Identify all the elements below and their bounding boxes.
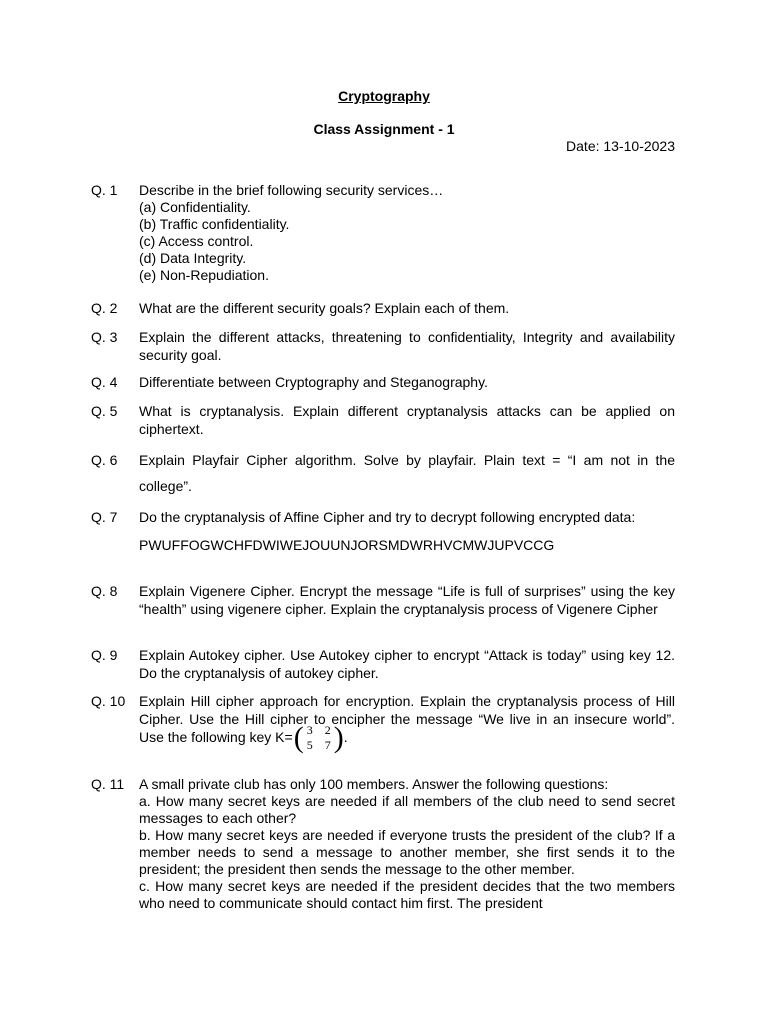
- key-matrix: [294, 723, 344, 753]
- question-text: Describe in the brief following security services…: [139, 182, 444, 198]
- question-text: A small private club has only 100 members. Answer the following questions:: [139, 776, 609, 792]
- question-5: [91, 402, 676, 438]
- matrix-cell: 5: [306, 738, 313, 753]
- question-1: [91, 182, 676, 284]
- ciphertext: PWUFFOGWCHFDWIWEJOUUNJORSMDWRHVCMWJUPVCCG: [139, 537, 555, 553]
- document-subtitle: Class Assignment - 1: [313, 121, 455, 137]
- list-item: (e) Non-Repudiation.: [139, 267, 269, 283]
- question-number: Q. 3: [91, 329, 118, 345]
- question-8: [91, 582, 676, 618]
- question-6: [91, 447, 676, 499]
- question-9: [91, 646, 676, 682]
- question-number: Q. 2: [91, 300, 118, 316]
- list-item: c. How many secret keys are needed if the president decides that the two members who need to communicate should contact him first. The president: [139, 878, 675, 911]
- question-number: Q. 4: [91, 374, 118, 390]
- left-paren-icon: (: [293, 721, 304, 755]
- question-3: [91, 328, 676, 364]
- list-item: (d) Data Integrity.: [139, 250, 247, 266]
- question-text: What is cryptanalysis. Explain different cryptanalysis attacks can be applied on ciphertext.: [139, 403, 675, 437]
- question-number: Q. 11: [91, 776, 125, 792]
- list-item: (b) Traffic confidentiality.: [139, 216, 290, 232]
- list-item: b. How many secret keys are needed if everyone trusts the president of the club? If a member needs to send a message to another member, she first sends it to the president; the president then sends the message to the other member.: [139, 827, 675, 877]
- question-number: Q. 9: [91, 647, 118, 663]
- question-10: [91, 692, 676, 755]
- question-text: Explain the different attacks, threatening to confidentiality, Integrity and availability security goal.: [139, 329, 675, 363]
- question-number: Q. 8: [91, 583, 118, 599]
- matrix-cell: 7: [324, 738, 331, 753]
- assignment-date: Date: 13-10-2023: [566, 138, 675, 154]
- question-text: Explain Vigenere Cipher. Encrypt the message “Life is full of surprises” using the key “health” using vigenere cipher. Explain the cryptanalysis process of Vigenere Cipher: [139, 583, 675, 617]
- matrix-cell: 2: [324, 723, 331, 738]
- right-paren-icon: ): [333, 721, 344, 755]
- question-text: Differentiate between Cryptography and Steganography.: [139, 374, 488, 390]
- question-number: Q. 1: [91, 182, 118, 198]
- list-item: a. How many secret keys are needed if all members of the club need to send secret messages to each other?: [139, 793, 675, 826]
- question-text: Do the cryptanalysis of Affine Cipher and try to decrypt following encrypted data:: [139, 509, 636, 525]
- list-item: (c) Access control.: [139, 233, 254, 249]
- question-number: Q. 7: [91, 509, 118, 525]
- question-4: [91, 374, 676, 391]
- question-text-end: .: [343, 729, 348, 745]
- question-number: Q. 5: [91, 403, 118, 419]
- question-number: Q. 6: [91, 452, 118, 468]
- document-title: Cryptography: [338, 88, 430, 104]
- question-text: What are the different security goals? Explain each of them.: [139, 300, 510, 316]
- question-2: [91, 300, 676, 317]
- list-item: (a) Confidentiality.: [139, 199, 251, 215]
- question-7: [91, 508, 676, 554]
- question-number: Q. 10: [91, 693, 126, 709]
- question-11: [91, 776, 676, 912]
- matrix-cell: 3: [306, 723, 313, 738]
- question-text: Explain Playfair Cipher algorithm. Solve by playfair. Plain text = “I am not in the college”.: [139, 452, 675, 494]
- question-text: Explain Autokey cipher. Use Autokey cipher to encrypt “Attack is today” using key 12. Do the cryptanalysis of autokey cipher.: [139, 647, 675, 681]
- question-text: Explain Hill cipher approach for encryption. Explain the cryptanalysis process of Hill Cipher. Use the Hill cipher to encipher the message “We live in an insecure world”. Use the following key K=: [139, 693, 675, 745]
